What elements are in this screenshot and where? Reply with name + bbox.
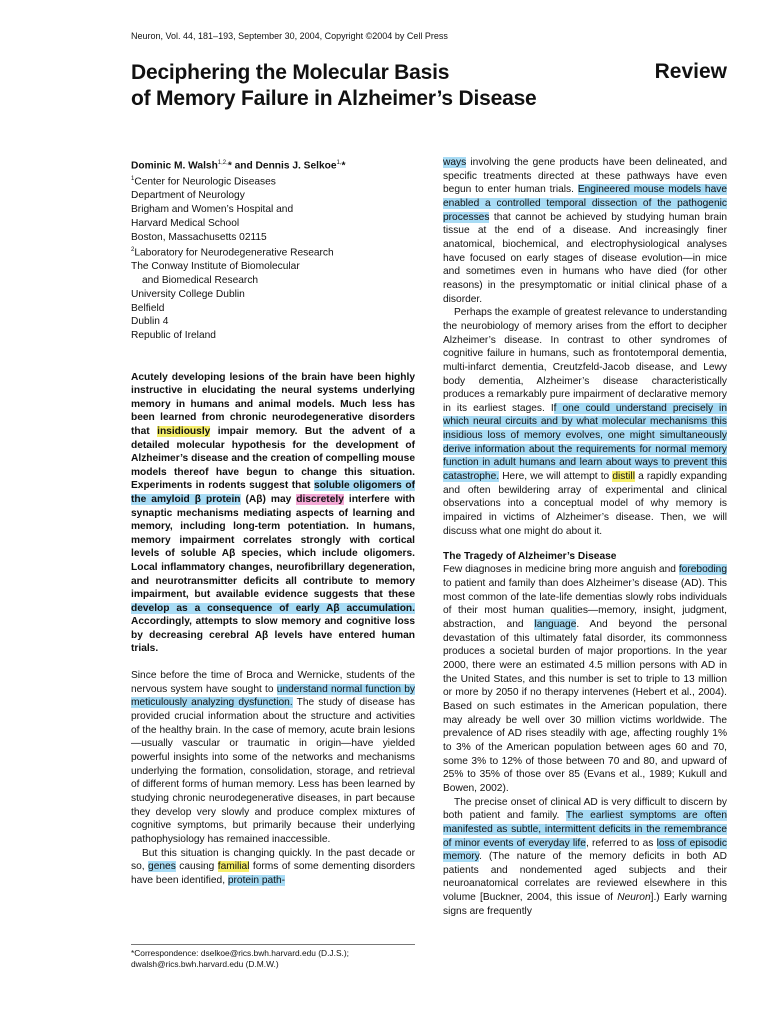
highlight-blue: language: [534, 619, 577, 630]
title-line-1: Deciphering the Molecular Basis: [131, 61, 450, 84]
author-2-affil-mark: 1,: [336, 160, 342, 166]
affiliation-line: Harvard Medical School: [131, 217, 240, 229]
highlight-blue: understand normal function by meticulously analyzing dysfunction.: [131, 683, 415, 709]
highlight-yellow: distill: [612, 471, 635, 483]
affiliation-line: Boston, Massachusetts 02115: [131, 231, 267, 243]
body-paragraph: ways involving the gene products have been delineated, and specific treatments directed at these pathways have even begun to enter human trials. Engineered mouse models have enabled a controlled temporal dissection of the pathogenic processes that cannot be achieved by studying human brain tissue at the end of a disease. And increasingly finer anatomical, biochemical, and electrophysiological analyses have focused on early stages of disease evolution—in mice and sometimes even in humans who have died (for other reasons) in the presymptomatic or initial clinical phase of a disorder.: [443, 157, 727, 305]
highlight-yellow: insidiously: [157, 425, 211, 437]
affil-mark-1: 1: [131, 176, 135, 183]
article-title: [131, 60, 537, 112]
highlight-yellow: familial: [217, 861, 250, 873]
running-head: Neuron, Vol. 44, 181–193, September 30, 2004, Copyright ©2004 by Cell Press: [131, 31, 448, 41]
highlight-blue: foreboding: [678, 564, 727, 576]
left-column: [131, 156, 415, 888]
intro-paragraph-1: Since before the time of Broca and Wernicke, students of the nervous system have sought to understand normal function by meticulously analyzing dysfunction. The study of disease has provided crucial information about the structure and activities of the healthy brain. In the case of memory, acute brain lesions—usually vascular or traumatic in origin—have yielded powerful insights into some of the networks and mechanisms underlying the formation, consolidation, storage, and retrieval of different forms of human memory. Less has been learned by studying chronic neurodegenerative diseases, in part because they develop very slowly and produce complex mixtures of cognitive symptoms, but primarily because their underlying pathophysiology has remained inaccessible.: [131, 670, 415, 845]
highlight-blue: The earliest symptoms are often manifested as subtle, intermittent deficits in the remembrance of minor events of everyday life: [443, 810, 727, 849]
body-paragraph: The precise onset of clinical AD is very difficult to discern by both patient and family. The earliest symptoms are often manifested as subtle, intermittent deficits in the remembrance of minor events of everyday life, referred to as loss of episodic memory. (The nature of the memory deficits in both AD patients and nondemented aged subjects and their neuroanatomical correlates are reviewed elsewhere in this volume [Buckner, 2004, this issue of Neuron].) Early warning signs are frequently: [443, 796, 728, 917]
correspondence-footnote: *Correspondence: dselkoe@rics.bwh.harvard.edu (D.J.S.); dwalsh@rics.bwh.harvard.edu (D.M.W.): [131, 944, 415, 970]
affiliation-line: and Biomedical Research: [142, 275, 259, 287]
highlight-blue: protein path-: [227, 874, 286, 886]
affil-mark-2: 2: [131, 247, 135, 254]
highlight-blue: loss of episodic memory: [443, 837, 727, 863]
author-1: Dominic M. Walsh: [131, 160, 218, 172]
highlight-blue: soluble oligomers of the amyloid β protein: [131, 480, 415, 505]
highlight-pink: discretely: [296, 493, 344, 505]
author-2-corr-mark: *: [341, 160, 346, 172]
affiliations: [131, 173, 415, 342]
author-line: [131, 156, 415, 173]
highlight-blue: develop as a consequence of early Aβ accumulation.: [131, 602, 415, 614]
affiliation-line: $^1$Center for Neurologic Diseases: [131, 176, 276, 188]
highlight-blue: Engineered mouse models have enabled a controlled temporal dissection of the pathogenic processes: [443, 184, 727, 223]
title-line-2: of Memory Failure in Alzheimer’s Disease: [131, 87, 537, 110]
highlight-blue: ways: [443, 157, 467, 168]
affiliation-line: Republic of Ireland: [131, 329, 216, 341]
section-label: Review: [654, 60, 727, 83]
section-heading: The Tragedy of Alzheimer’s Disease: [443, 551, 617, 563]
affiliation-line: Brigham and Women’s Hospital and: [131, 204, 294, 216]
body-paragraph: Few diagnoses in medicine bring more anguish and foreboding to patient and family than does Alzheimer’s disease (AD). This most common of the late-life dementias slowly robs individuals of their most human qualities—memory, insight, judgment, abstraction, and language. And beyond the personal devastation of this ultimately fatal disorder, its commonness produces a societal burden of major proportions. In the year 2000, there were an estimated 4.5 million persons with AD in the United States, and this number is set to triple to 13 million or more by 2050 if no therapy intervenes (Hebert et al., 2004). Based on such estimates in the American population, there may already be well over 30 million victims worldwide. The prevalence of AD rises steadily with age, affecting roughly 1% to 3% of the American population between ages 60 and 70, some 3% to 12% of those between 70 and 80, and upward of 25% to 35% of those over 85 (Evans et al., 1989; Kukull and Bowen, 2002).: [443, 564, 727, 794]
author-2: and Dennis J. Selkoe: [231, 160, 337, 172]
highlight-blue: genes: [148, 861, 176, 873]
abstract: Acutely developing lesions of the brain have been highly instructive in elucidating the neural systems underlying memory in humans and animal models. Much less has been learned from chronic neurodegenerative disorders that insidiously impair memory. But the advent of a detailed molecular hypothesis for the development of Alzheimer’s disease and the creation of compelling mouse models thereof have begun to change this situation. Experiments in rodents suggest that soluble oligomers of the amyloid β protein (Aβ) may discretely interfere with synaptic mechanisms mediating aspects of learning and memory, including long-term potentiation. In humans, memory impairment correlates strongly with cortical levels of soluble Aβ species, which include oligomers. Local inflammatory changes, neurofibrillary degeneration, and neurotransmitter deficits all contribute to memory impairment, but available evidence suggests that these develop as a consequence of early Aβ accumulation. Accordingly, attempts to slow memory and cognitive loss by decreasing cerebral Aβ levels have entered human trials.: [131, 371, 416, 655]
affiliation-line: $^2$Laboratory for Neurodegenerative Research: [131, 247, 334, 259]
journal-name: Neuron: [617, 892, 651, 904]
author-1-affil-mark: 1,2,: [217, 160, 228, 166]
intro-paragraph-2: But this situation is changing quickly. In the past decade or so, genes causing familial forms of some dementing disorders have been identified, protein path-: [131, 847, 415, 886]
right-column: [443, 156, 727, 918]
affiliation-line: Dublin 4: [131, 316, 169, 328]
affiliation-line: Belfield: [131, 302, 165, 314]
affiliation-line: The Conway Institute of Biomolecular: [131, 261, 300, 273]
affiliation-line: Department of Neurology: [131, 190, 245, 202]
body-paragraph: Perhaps the example of greatest relevance to understanding the neurobiology of memory arises from the effort to decipher Alzheimer’s disease. In contrast to other syndromes of cognitive failure in humans, such as frontotemporal dementia, multi-infarct dementia, Creutzfeld-Jacob disease, and Lewy body dementia, Alzheimer’s disease characteristically produces a remarkably pure impairment of declarative memory in its earliest stages. If one could understand precisely in which neural circuits and by what molecular mechanisms this insidious loss of memory evolves, one might simultaneously derive information about the requirements for normal memory function in adult humans and learn about ways to prevent this catastrophe. Here, we will attempt to distill a rapidly expanding and often bewildering array of experimental and clinical observations into a conceptual model of why memory is impaired in victims of Alzheimer’s disease. Then, we will discuss what one might do about it.: [443, 307, 727, 537]
affiliation-line: University College Dublin: [131, 288, 245, 300]
author-1-corr-mark: *: [227, 160, 232, 172]
highlight-blue: f one could understand precisely in which neural circuits and by what molecular mechanisms this insidious loss of memory evolves, one might simultaneously derive information about the requirements for normal memory function in adult humans and learn about ways to prevent this catastrophe.: [443, 402, 727, 483]
